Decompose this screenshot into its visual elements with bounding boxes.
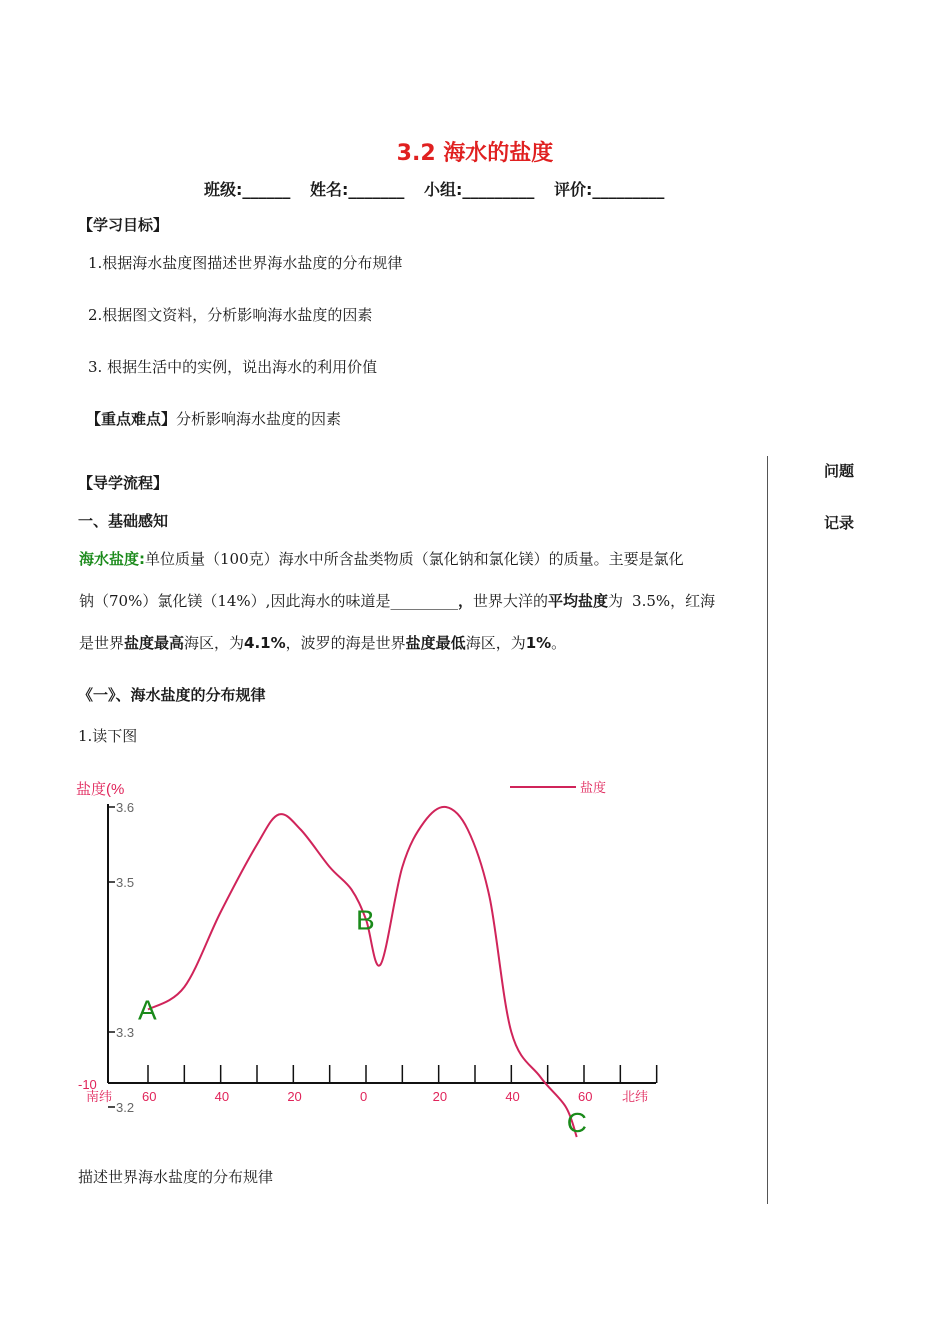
point-label-c: C	[566, 1107, 587, 1138]
definition-text-2d: 为	[608, 592, 624, 610]
chart-ticks	[78, 800, 657, 1115]
y-tick-label: 3.3	[116, 1025, 135, 1040]
student-info-fields	[204, 177, 678, 200]
x-tick-label: 40	[214, 1089, 230, 1104]
definition-text-3a: 是世界	[79, 634, 125, 652]
definition-term: 海水盐度:	[79, 550, 145, 568]
key-points	[86, 408, 341, 429]
lowest-salinity-value: 1%	[525, 634, 552, 652]
lowest-salinity-label: 盐度最低	[405, 634, 466, 652]
definition-text-1: 单位质量（100克）海水中所含盐类物质（氯化钠和氯化镁）的质量。主要是氯化	[145, 550, 684, 568]
x-tick-label: 0	[360, 1089, 368, 1104]
definition-line-2	[79, 580, 759, 622]
x-tick-label: 南纬	[86, 1089, 113, 1104]
x-tick-label: 北纬	[622, 1089, 649, 1104]
salinity-chart	[70, 770, 690, 1140]
rating-field[interactable]: 评价:_________	[553, 180, 665, 199]
salinity-definition	[79, 538, 759, 664]
point-label-a: A	[138, 994, 157, 1026]
definition-comma: ，	[457, 592, 473, 610]
highest-salinity-label: 盐度最高	[124, 634, 185, 652]
definition-text-3b: 海区，为	[184, 634, 245, 652]
y-tick-label: 3.5	[116, 875, 135, 890]
goal-item-3: 3. 根据生活中的实例，说出海水的利用价值	[88, 358, 378, 376]
taste-blank[interactable]: _________	[390, 592, 458, 610]
definition-text-2e: ，红海	[670, 592, 716, 610]
definition-text-2a: 钠（70%）氯化镁（14%）,因此海水的味道是	[79, 592, 391, 610]
class-field[interactable]: 班级:______	[204, 180, 291, 199]
key-text: 分析影响海水盐度的因素	[176, 410, 342, 428]
average-salinity-label: 平均盐度	[547, 592, 608, 610]
legend-label: 盐度	[580, 780, 607, 795]
describe-prompt: 描述世界海水盐度的分布规律	[78, 1168, 274, 1186]
x-tick-label: 60	[578, 1089, 593, 1104]
x-tick-label: 40	[505, 1089, 520, 1104]
chart-axes	[108, 804, 656, 1083]
read-prompt: 1.读下图	[78, 727, 138, 745]
basics-heading: 一、基础感知	[78, 512, 169, 530]
definition-line-3	[79, 622, 759, 664]
x-tick-label: 60	[142, 1089, 157, 1104]
definition-line-1	[79, 538, 759, 580]
highest-salinity-value: 4.1%	[244, 634, 286, 652]
definition-text-3d: 海区，为	[465, 634, 526, 652]
page-title: 3.2 海水的盐度	[396, 141, 554, 166]
average-salinity-value: 3.5%	[632, 592, 671, 610]
side-note-label-1: 问题	[824, 462, 855, 480]
margin-divider	[767, 456, 768, 1204]
y-axis-label: 盐度(%	[76, 781, 125, 798]
y-tick-label: 3.6	[116, 800, 135, 815]
x-tick-label: 20	[287, 1089, 302, 1104]
y-tick-label: 3.2	[116, 1100, 135, 1115]
definition-text-3e: 。	[551, 634, 567, 652]
part1-heading: 《一》、海水盐度的分布规律	[78, 686, 266, 704]
point-label-b: B	[356, 904, 375, 936]
y-tick-label-bottom: -10	[78, 1077, 97, 1092]
definition-text-3c: ，波罗的海是世界	[285, 634, 406, 652]
key-heading: 【重点难点】	[86, 410, 177, 428]
goal-item-1: 1.根据海水盐度图描述世界海水盐度的分布规律	[88, 254, 403, 272]
name-field[interactable]: 姓名:_______	[309, 180, 405, 199]
goals-heading: 【学习目标】	[78, 216, 169, 234]
group-field[interactable]: 小组:_________	[423, 180, 535, 199]
salinity-series-line	[148, 807, 577, 1137]
x-tick-label: 20	[432, 1089, 448, 1104]
flow-heading: 【导学流程】	[78, 474, 169, 492]
definition-text-2c: 世界大洋的	[472, 592, 548, 610]
goal-item-2: 2.根据图文资料，分析影响海水盐度的因素	[88, 306, 373, 324]
side-note-label-2: 记录	[824, 514, 855, 532]
